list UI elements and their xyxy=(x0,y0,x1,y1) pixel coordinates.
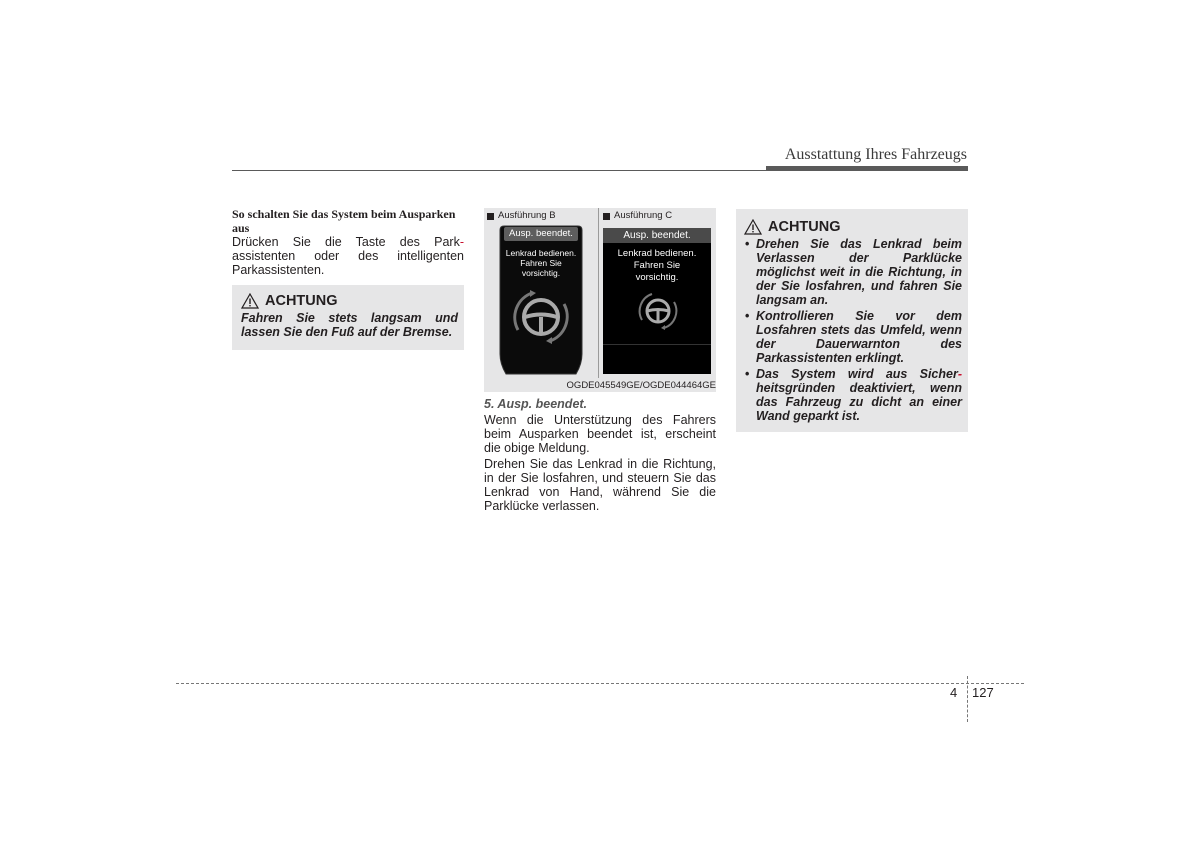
paragraph-1: Wenn die Unterstützung des Fahrers beim Ausparken beendet ist, erscheint die obige Meldung. xyxy=(484,413,716,455)
page-number: 127 xyxy=(972,685,994,700)
figure-label-b-text: Ausführung B xyxy=(498,210,556,221)
figure-label-c-text: Ausführung C xyxy=(614,210,673,221)
instruction-text xyxy=(232,235,464,277)
warning-triangle-icon xyxy=(241,293,259,309)
display-b-header: Ausp. beendet. xyxy=(509,228,573,239)
display-b-message xyxy=(500,248,582,278)
warning-title-text: ACHTUNG xyxy=(265,293,338,309)
steering-wheel-icon xyxy=(510,286,572,348)
chapter-number: 4 xyxy=(950,685,958,700)
display-b-line-1: Lenkrad bedienen. xyxy=(505,248,577,258)
display-c-line-2: Fahren Sie xyxy=(633,260,681,271)
instruction-text-b: assistenten oder des intelligenten Parkassistenten. xyxy=(232,249,464,277)
warning-item-2: • Kontrollieren Sie vor dem Losfahren stets das Umfeld, wenn der Dauerwarnton des Parkassistenten erklingt. xyxy=(728,309,962,365)
warning-item-3 xyxy=(728,367,962,423)
subheading: So schalten Sie das System beim Ausparken aus xyxy=(232,207,456,235)
display-b xyxy=(498,224,584,376)
display-c-line-1: Lenkrad bedienen. xyxy=(617,248,697,259)
hyphen: - xyxy=(957,367,962,381)
square-bullet-icon xyxy=(603,213,610,220)
warning-triangle-icon xyxy=(744,219,762,235)
warning-list xyxy=(728,237,962,425)
warning-item-3-b: heitsgründen deaktiviert, wenn das Fahrzeug zu dicht an einer Wand geparkt ist. xyxy=(756,381,962,423)
square-bullet-icon xyxy=(487,213,494,220)
warning-text-1: Fahren Sie stets langsam und lassen Sie den Fuß auf der Bremse. xyxy=(241,311,458,339)
footer-rule xyxy=(176,683,1024,684)
warning-item-1: • Drehen Sie das Lenkrad beim Verlassen der Parklücke möglichst weit in die Richtung, in der Sie losfahren, und fahren Sie langsam an. xyxy=(728,237,962,307)
display-b-line-2: Fahren Sie xyxy=(520,258,562,268)
column-1 xyxy=(232,207,464,277)
column-2 xyxy=(484,413,716,515)
footer-divider xyxy=(967,676,968,722)
display-c-message xyxy=(603,248,711,284)
display-c-divider xyxy=(603,344,711,345)
header-bar xyxy=(766,166,968,171)
instruction-text-a: Drücken Sie die Taste des Park xyxy=(232,235,460,249)
warning-title-1 xyxy=(241,292,338,310)
warning-item-3-a: Das System wird aus Sicher xyxy=(756,367,958,381)
display-b-line-3: vorsichtig. xyxy=(521,268,561,278)
figure-label-c xyxy=(603,210,672,222)
figure-label-b xyxy=(487,210,556,222)
steering-wheel-icon xyxy=(637,290,679,332)
paragraph-2: Drehen Sie das Lenkrad in die Richtung, in der Sie losfahren, und steuern Sie das Lenkrad von Hand, während Sie die Parklücke verlassen. xyxy=(484,457,716,513)
figure-caption: 5. Ausp. beendet. xyxy=(484,397,588,411)
figure-divider xyxy=(598,208,599,378)
display-c xyxy=(603,228,711,374)
warning-title-text: ACHTUNG xyxy=(768,219,841,235)
warning-title-2 xyxy=(744,218,841,236)
display-c-line-3: vorsichtig. xyxy=(635,272,679,283)
hyphen: - xyxy=(459,235,464,249)
figure-code: OGDE045549GE/OGDE044464GE xyxy=(566,380,716,391)
section-title: Ausstattung Ihres Fahrzeugs xyxy=(784,146,967,163)
display-c-header: Ausp. beendet. xyxy=(623,230,691,241)
